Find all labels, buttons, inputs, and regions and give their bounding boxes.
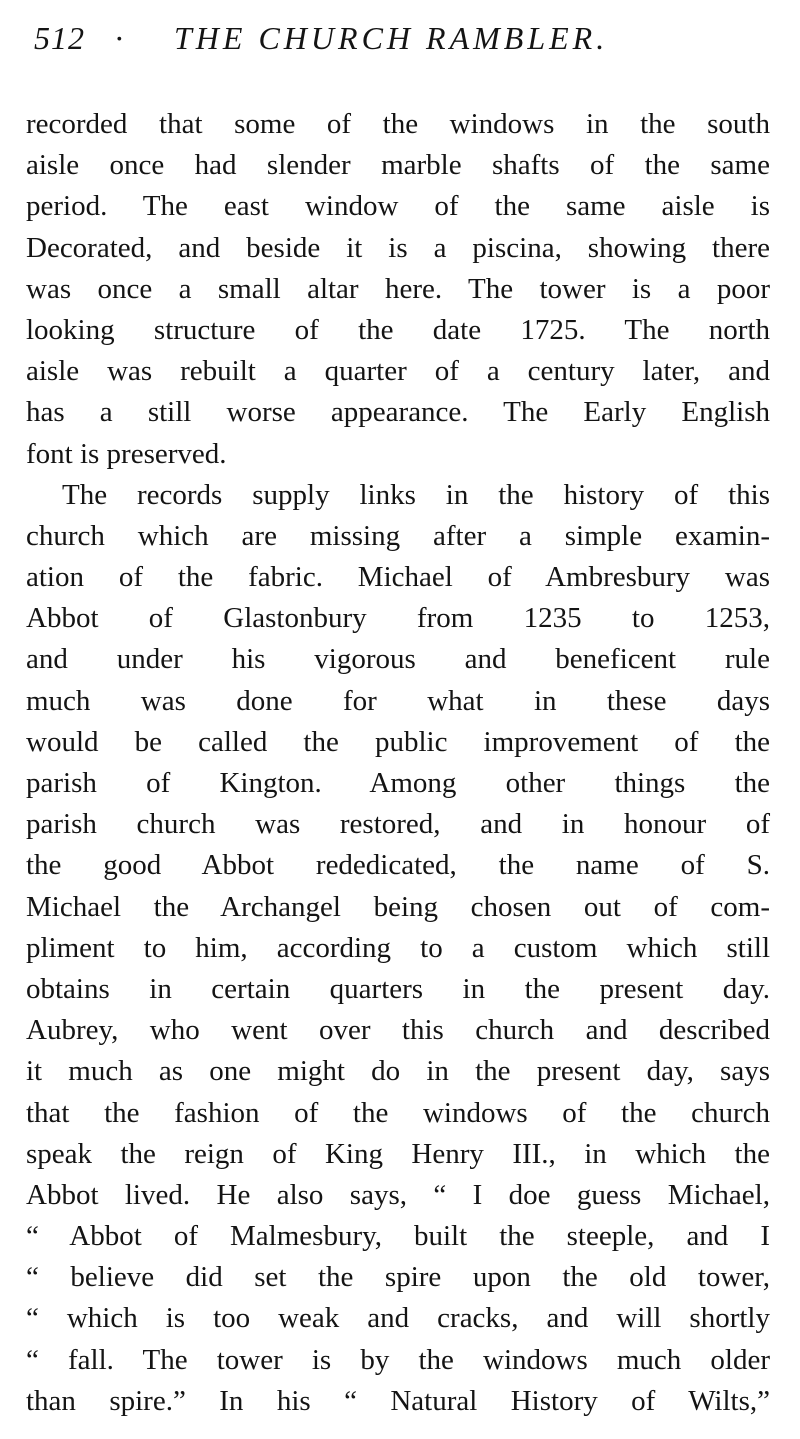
text-line: would be called the public improvement of the bbox=[26, 725, 770, 758]
paragraph-start-line: The records supply links in the history of this bbox=[62, 478, 770, 511]
text-line: “ Abbot of Malmesbury, built the steeple, and I bbox=[26, 1220, 770, 1253]
text-line: than spire.” In his “ Natural History of Wilts,” bbox=[26, 1384, 770, 1417]
text-line: the good Abbot rededicated, the name of S. bbox=[26, 849, 770, 882]
text-line: Michael the Archangel being chosen out of com- bbox=[26, 890, 770, 923]
text-line: much was done for what in these days bbox=[26, 684, 770, 717]
text-line: aisle was rebuilt a quarter of a century later, and bbox=[26, 355, 770, 388]
page-number: 512 bbox=[34, 20, 85, 56]
text-line: was once a small altar here. The tower is a poor bbox=[26, 272, 770, 305]
text-line: Abbot lived. He also says, “ I doe guess Michael, bbox=[26, 1178, 770, 1211]
text-line: it much as one might do in the present day, says bbox=[26, 1055, 770, 1088]
text-line: speak the reign of King Henry III., in which the bbox=[26, 1137, 770, 1170]
text-line: “ which is too weak and cracks, and will shortly bbox=[26, 1302, 770, 1335]
text-line: obtains in certain quarters in the present day. bbox=[26, 972, 770, 1005]
text-line: pliment to him, according to a custom which still bbox=[26, 931, 770, 964]
text-line: ation of the fabric. Michael of Ambresbury was bbox=[26, 561, 770, 594]
running-head bbox=[34, 16, 774, 76]
text-line: “ fall. The tower is by the windows much older bbox=[26, 1343, 770, 1376]
text-line: and under his vigorous and beneficent rule bbox=[26, 643, 770, 676]
text-line: “ believe did set the spire upon the old tower, bbox=[26, 1261, 770, 1294]
text-line: parish church was restored, and in honour of bbox=[26, 808, 770, 841]
running-title: THE CHURCH RAMBLER. bbox=[174, 20, 609, 56]
text-line: has a still worse appearance. The Early English bbox=[26, 396, 770, 429]
text-line: parish of Kington. Among other things the bbox=[26, 767, 770, 799]
text-line: recorded that some of the windows in the south bbox=[26, 108, 770, 140]
text-line: looking structure of the date 1725. The north bbox=[26, 313, 770, 346]
text-line: Abbot of Glastonbury from 1235 to 1253, bbox=[26, 602, 770, 635]
text-line: that the fashion of the windows of the church bbox=[26, 1096, 770, 1129]
text-line: Decorated, and beside it is a piscina, showing there bbox=[26, 231, 770, 264]
text-line: church which are missing after a simple examin- bbox=[26, 519, 770, 552]
text-line: aisle once had slender marble shafts of the same bbox=[26, 149, 770, 182]
text-line: period. The east window of the same aisle is bbox=[26, 190, 770, 223]
paragraph-end-line: font is preserved. bbox=[26, 437, 227, 470]
text-line: Aubrey, who went over this church and described bbox=[26, 1014, 770, 1047]
body-text bbox=[26, 104, 770, 1422]
header-separator: · bbox=[114, 20, 125, 56]
